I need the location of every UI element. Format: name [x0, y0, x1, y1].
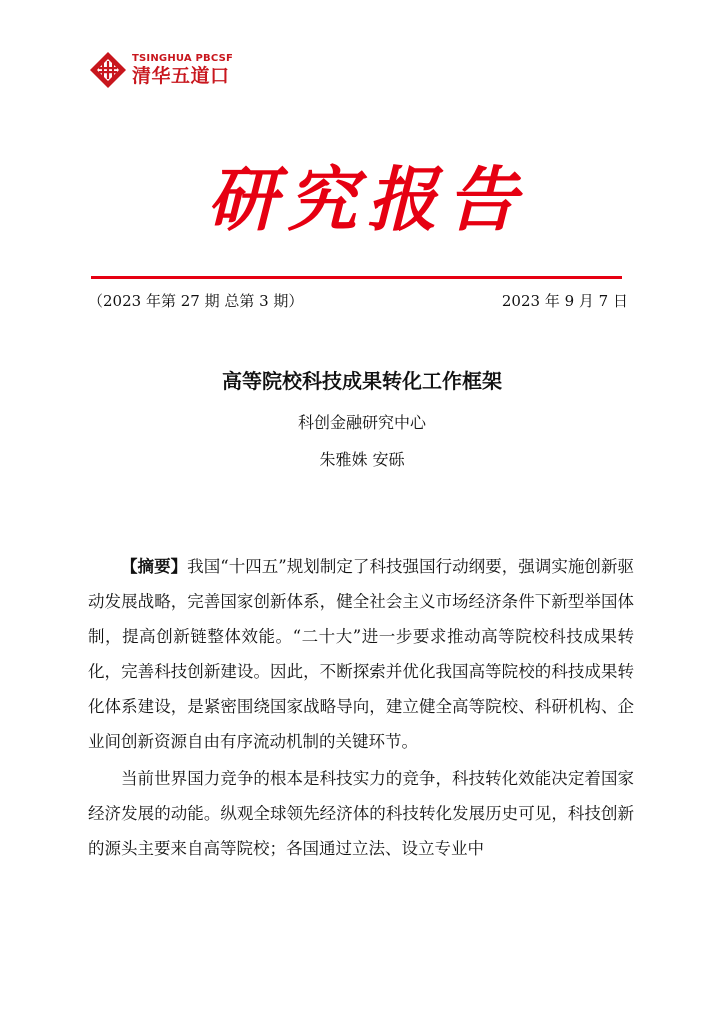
logo-chinese-text: 清华五道口: [132, 65, 230, 87]
report-title: 研究报告: [207, 158, 527, 241]
issue-line: [88, 290, 628, 312]
abstract-text: 我国“十四五”规划制定了科技强国行动纲要，强调实施创新驱动发展战略，完善国家创新体系，健全社会主义市场经济条件下新型举国体制，提高创新链整体效能。“二十大”进一步要求推动高等院校科技成果转化，完善科技创新建设。因此，不断探索并优化我国高等院校的科技成果转化体系建设，是紧密围绕国家战略导向，建立健全高等院校、科研机构、企业间创新资源自由有序流动机制的关键环节。: [88, 557, 635, 751]
authors: 朱雅姝 安砾: [319, 450, 405, 469]
article-body: [88, 549, 634, 866]
header-divider: [91, 276, 622, 279]
tsinghua-pbcsf-logo: [88, 50, 233, 90]
issue-date: 2023 年 9 月 7 日: [501, 292, 628, 310]
body-paragraph: 当前世界国力竞争的根本是科技实力的竞争，科技转化效能决定着国家经济发展的动能。纵观全球领先经济体的科技转化发展历史可见，科技创新的源头主要来自高等院校；各国通过立法、设立专业中: [88, 769, 634, 858]
pbcsf-emblem-icon: [88, 50, 128, 90]
logo-english-text: TSINGHUA PBCSF: [132, 53, 234, 64]
organization: 科创金融研究中心: [297, 413, 426, 432]
article-title: 高等院校科技成果转化工作框架: [222, 369, 502, 393]
abstract-paragraph: [88, 549, 634, 759]
issue-info: （2023 年第 27 期 总第 3 期）: [88, 292, 304, 310]
abstract-label: 【摘要】: [121, 557, 188, 576]
